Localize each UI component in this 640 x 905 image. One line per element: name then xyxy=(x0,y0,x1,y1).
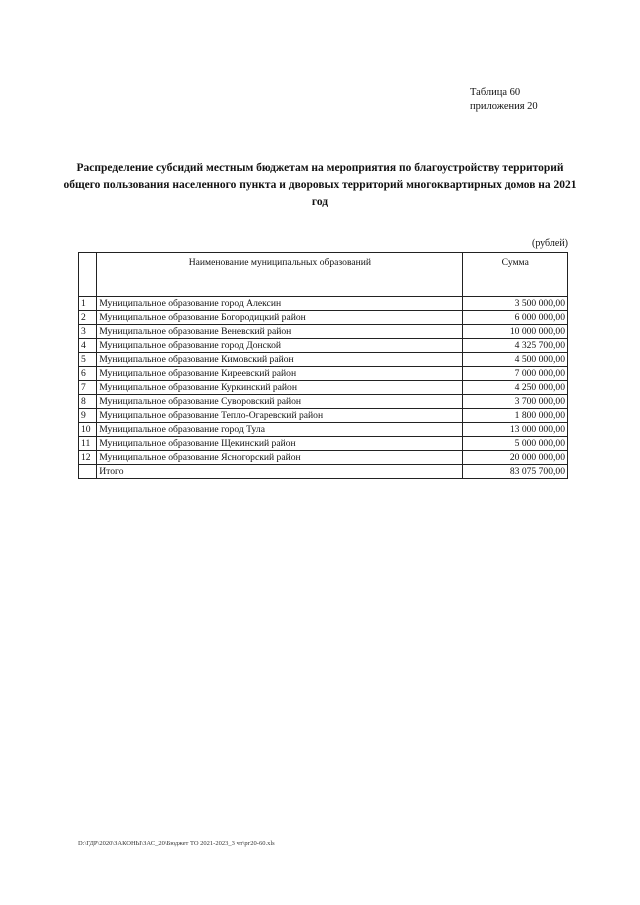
row-number-cell: 4 xyxy=(79,339,97,353)
file-path-footer: D:\ГДР\2020\ЗАКОНЫ\ЗАС_20\Бюджет ТО 2021-2023_3 чт\рг20-60.xls xyxy=(78,840,275,847)
table-row xyxy=(79,451,568,465)
table-row xyxy=(79,311,568,325)
header-name-cell: Наименование муниципальных образований xyxy=(97,253,463,297)
table-header-row xyxy=(79,253,568,297)
table-row xyxy=(79,437,568,451)
row-number-cell: 2 xyxy=(79,311,97,325)
units-label: (рублей) xyxy=(531,238,568,249)
table-number-label: Таблица 60 xyxy=(470,87,521,98)
subsidy-sum-cell: 4 250 000,00 xyxy=(463,381,568,395)
municipality-name-cell: Муниципальное образование Богородицкий район xyxy=(97,311,463,325)
subsidy-sum-cell: 13 000 000,00 xyxy=(463,423,568,437)
row-number-cell: 11 xyxy=(79,437,97,451)
subsidy-sum-cell: 3 700 000,00 xyxy=(463,395,568,409)
table-body xyxy=(79,297,568,479)
row-number-cell: 12 xyxy=(79,451,97,465)
total-label-cell: Итого xyxy=(97,465,463,479)
row-number-cell: 5 xyxy=(79,353,97,367)
municipality-name-cell: Муниципальное образование Веневский район xyxy=(97,325,463,339)
municipality-name-cell: Муниципальное образование Тепло-Огаревский район xyxy=(97,409,463,423)
total-sum-cell: 83 075 700,00 xyxy=(463,465,568,479)
row-number-cell: 10 xyxy=(79,423,97,437)
total-number-cell xyxy=(79,465,97,479)
table-row xyxy=(79,339,568,353)
subsidy-sum-cell: 4 325 700,00 xyxy=(463,339,568,353)
subsidy-sum-cell: 4 500 000,00 xyxy=(463,353,568,367)
municipality-name-cell: Муниципальное образование Кимовский район xyxy=(97,353,463,367)
header-number-cell xyxy=(79,253,97,297)
row-number-cell: 8 xyxy=(79,395,97,409)
subsidy-sum-cell: 10 000 000,00 xyxy=(463,325,568,339)
municipality-name-cell: Муниципальное образование Киреевский район xyxy=(97,367,463,381)
municipality-name-cell: Муниципальное образование Ясногорский район xyxy=(97,451,463,465)
subsidy-sum-cell: 6 000 000,00 xyxy=(463,311,568,325)
header-sum-cell: Сумма xyxy=(463,253,568,297)
municipality-name-cell: Муниципальное образование Суворовский район xyxy=(97,395,463,409)
table-row xyxy=(79,409,568,423)
row-number-cell: 9 xyxy=(79,409,97,423)
table-row xyxy=(79,297,568,311)
table-row xyxy=(79,325,568,339)
subsidy-sum-cell: 3 500 000,00 xyxy=(463,297,568,311)
table-row xyxy=(79,423,568,437)
table-row xyxy=(79,353,568,367)
subsidy-sum-cell: 1 800 000,00 xyxy=(463,409,568,423)
row-number-cell: 1 xyxy=(79,297,97,311)
table-row xyxy=(79,367,568,381)
municipality-name-cell: Муниципальное образование Щекинский район xyxy=(97,437,463,451)
subsidy-sum-cell: 20 000 000,00 xyxy=(463,451,568,465)
subsidy-sum-cell: 7 000 000,00 xyxy=(463,367,568,381)
appendix-label: приложения 20 xyxy=(470,101,538,112)
municipality-name-cell: Муниципальное образование город Донской xyxy=(97,339,463,353)
document-title: Распределение субсидий местным бюджетам на мероприятия по благоустройству территорий общего пользования населенного пункта и дворовых территорий многоквартирных домов на 2021 год xyxy=(63,162,577,208)
row-number-cell: 7 xyxy=(79,381,97,395)
row-number-cell: 6 xyxy=(79,367,97,381)
table-reference xyxy=(470,86,580,114)
municipality-name-cell: Муниципальное образование город Алексин xyxy=(97,297,463,311)
subsidy-table xyxy=(78,252,568,479)
subsidy-sum-cell: 5 000 000,00 xyxy=(463,437,568,451)
total-row xyxy=(79,465,568,479)
municipality-name-cell: Муниципальное образование город Тула xyxy=(97,423,463,437)
table-row xyxy=(79,381,568,395)
municipality-name-cell: Муниципальное образование Куркинский район xyxy=(97,381,463,395)
row-number-cell: 3 xyxy=(79,325,97,339)
table-row xyxy=(79,395,568,409)
